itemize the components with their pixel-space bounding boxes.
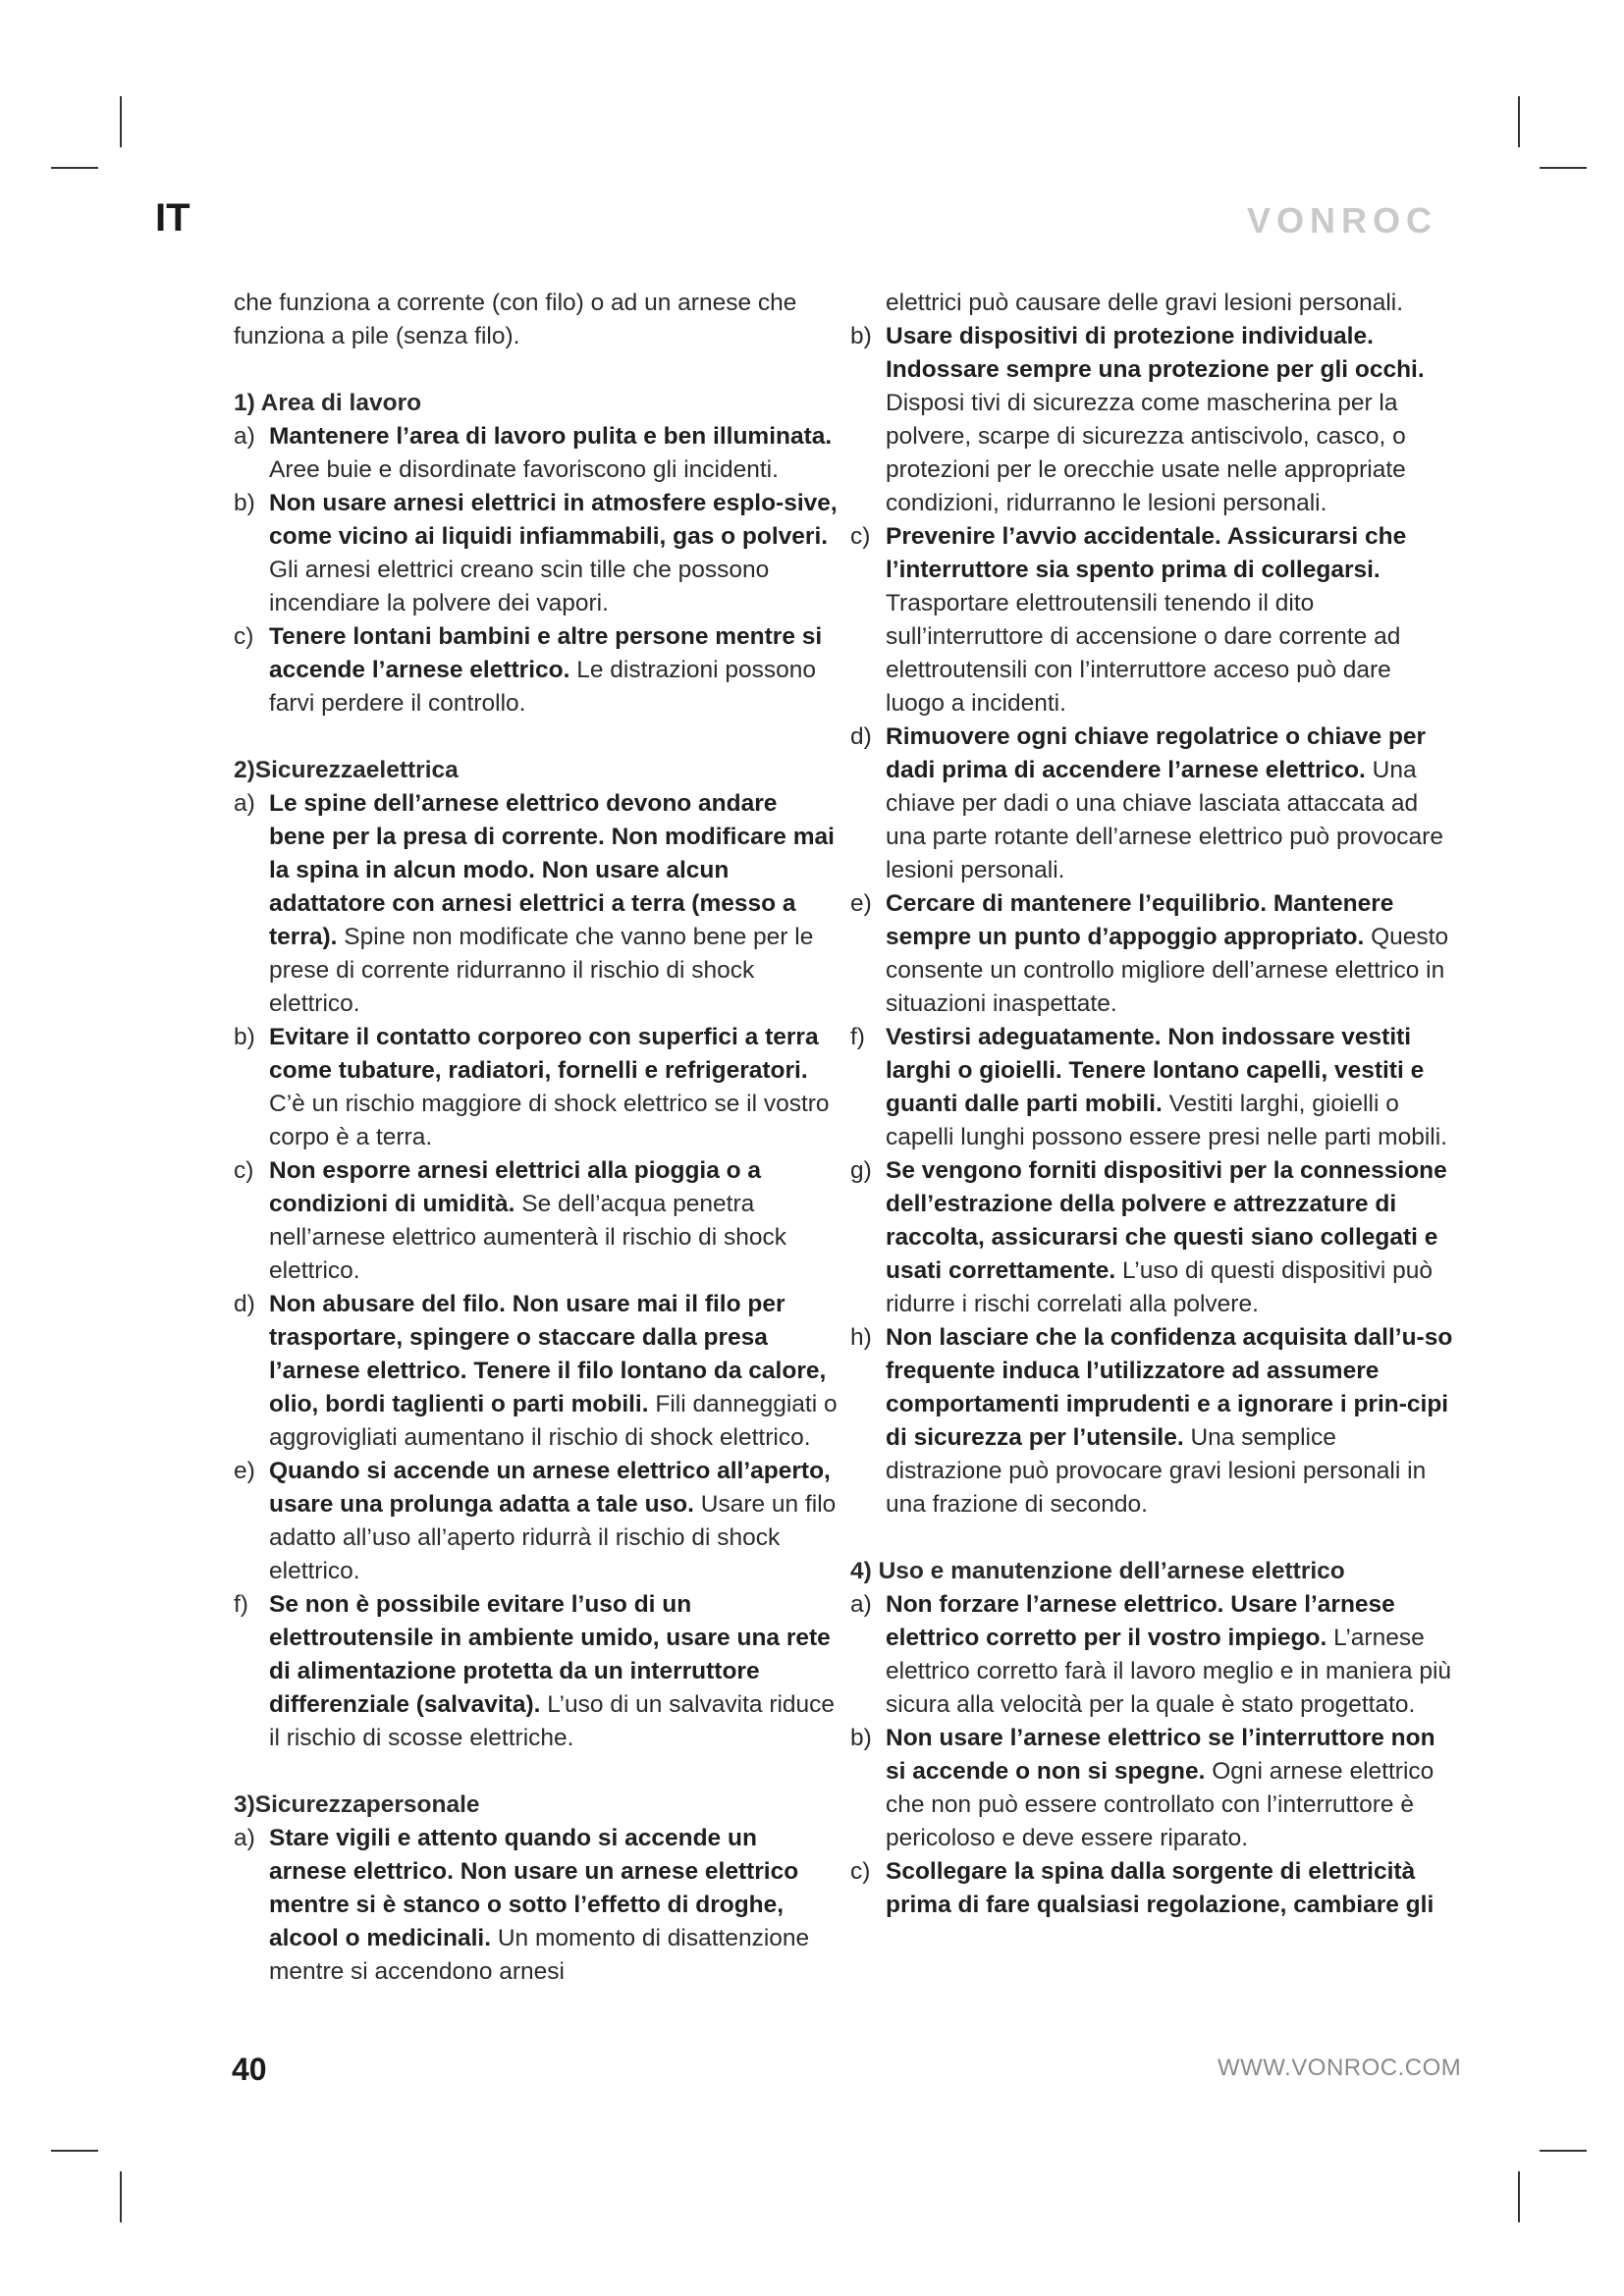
list-item: [234, 1455, 838, 1588]
list-item-continued: [850, 287, 1454, 320]
item-letter: f): [850, 1024, 865, 1050]
item-bold: Rimuovere ogni chiave regolatrice o chiave per dadi prima di accendere l’arnese elettrico.: [886, 723, 1427, 783]
page-number: 40: [232, 2052, 267, 2087]
item-text: Ogni arnese elettrico che non può essere controllato con l’interruttore è pericoloso e deve essere riparato.: [886, 1758, 1435, 1851]
crop-mark: [1518, 2171, 1520, 2222]
right-column: [850, 287, 1454, 1922]
item-text: Usare un filo adatto all’uso all’aperto ridurrà il rischio di shock elettrico.: [269, 1491, 837, 1584]
item-letter: c): [234, 1157, 254, 1184]
crop-mark: [51, 167, 98, 169]
item-letter: e): [850, 890, 872, 917]
item-letter: f): [234, 1591, 248, 1618]
item-bold: Non esporre arnesi elettrici alla pioggia o a condizioni di umidità.: [269, 1157, 762, 1217]
list-item: [850, 520, 1454, 721]
item-bold: Non forzare l’arnese elettrico. Usare l’arnese elettrico corretto per il vostro impiego.: [886, 1591, 1395, 1651]
item-bold: Le spine dell’arnese elettrico devono andare bene per la presa di corrente. Non modificare mai la spina in alcun modo. Non usare alcun adattatore con arnesi elettrici a terra (messo a terra).: [269, 790, 835, 950]
item-text: L’uso di questi dispositivi può ridurre i rischi correlati alla polvere.: [886, 1257, 1433, 1317]
item-letter: h): [850, 1324, 872, 1351]
list-item: [850, 1321, 1454, 1522]
item-bold: Non usare arnesi elettrici in atmosfere esplo-sive, come vicino ai liquidi infiammabili, gas o polveri.: [269, 490, 838, 550]
list-item: [850, 1154, 1454, 1321]
item-text: Le distrazioni possono farvi perdere il controllo.: [269, 657, 817, 717]
item-bold: Stare vigili e attento quando si accende un arnese elettrico. Non usare un arnese elettrico mentre si è stanco o sotto l’effetto di droghe, alcool o medicinali.: [269, 1825, 799, 1951]
list-item: [850, 1855, 1454, 1922]
crop-mark: [120, 96, 122, 147]
item-letter: b): [850, 1725, 872, 1751]
item-bold: Scollegare la spina dalla sorgente di elettricità prima di fare qualsiasi regolazione, cambiare gli: [886, 1858, 1435, 1918]
item-bold: Mantenere l’area di lavoro pulita e ben illuminata.: [269, 423, 833, 450]
crop-mark: [51, 2150, 98, 2152]
section-title: 3)Sicurezzapersonale: [234, 1791, 480, 1818]
list-item: [850, 1021, 1454, 1154]
item-letter: c): [850, 1858, 871, 1885]
item-bold: Cercare di mantenere l’equilibrio. Mantenere sempre un punto d’appoggio appropriato.: [886, 890, 1394, 950]
item-bold: Se vengono forniti dispositivi per la connessione dell’estrazione della polvere e attrezzature di raccolta, assicurarsi che questi siano collegati e usati correttamente.: [886, 1157, 1447, 1284]
item-bold: Non usare l’arnese elettrico se l’interruttore non si accende o non si spegne.: [886, 1725, 1435, 1785]
crop-mark: [1518, 96, 1520, 147]
crop-mark: [1540, 2150, 1587, 2152]
item-text: Trasportare elettroutensili tenendo il dito sull’interruttore di accensione o dare corrente ad elettroutensili con l’interruttore acceso può dare luogo a incidenti.: [886, 590, 1401, 717]
item-letter: e): [234, 1458, 255, 1484]
item-bold: Quando si accende un arnese elettrico all’aperto, usare una prolunga adatta a tale uso.: [269, 1458, 831, 1518]
item-text: Disposi tivi di sicurezza come mascherina per la polvere, scarpe di sicurezza antiscivolo, casco, o protezioni per le orecchie usate nelle appropriate condizioni, ridurranno le lesioni personali.: [886, 390, 1406, 516]
intro-paragraph: che funziona a corrente (con filo) o ad un arnese che funziona a pile (senza filo).: [234, 290, 797, 349]
item-letter: b): [234, 490, 255, 516]
brand-logo: VONROC: [1246, 200, 1437, 240]
list-item: [234, 487, 838, 620]
item-letter: g): [850, 1157, 872, 1184]
item-text: Aree buie e disordinate favoriscono gli incidenti.: [269, 456, 779, 483]
list-item: [850, 1588, 1454, 1722]
item-bold: Tenere lontani bambini e altre persone mentre si accende l’arnese elettrico.: [269, 623, 823, 683]
item-text: L’arnese elettrico corretto farà il lavoro meglio e in maniera più sicura alla velocità per la quale è stato progettato.: [886, 1625, 1452, 1718]
item-text: Gli arnesi elettrici creano scin tille che possono incendiare la polvere dei vapori.: [269, 557, 770, 616]
item-text: L’uso di un salvavita riduce il rischio di scosse elettriche.: [269, 1691, 836, 1751]
item-letter: b): [850, 323, 872, 349]
section-title: 4) Uso e manutenzione dell’arnese elettrico: [850, 1558, 1345, 1584]
crop-mark: [1540, 167, 1587, 169]
item-letter: b): [234, 1024, 255, 1050]
item-bold: Non abusare del filo. Non usare mai il filo per trasportare, spingere o staccare dalla presa l’arnese elettrico. Tenere il filo lontano da calore, olio, bordi taglienti o parti mobili.: [269, 1291, 827, 1417]
list-item: [234, 1288, 838, 1455]
item-text: Questo consente un controllo migliore dell’arnese elettrico in situazioni inaspettate.: [886, 924, 1449, 1017]
list-item: [850, 721, 1454, 887]
item-letter: a): [234, 423, 255, 450]
item-bold: Prevenire l’avvio accidentale. Assicurarsi che l’interruttore sia spento prima di collegarsi.: [886, 523, 1407, 583]
list-item: [850, 320, 1454, 520]
list-item: [850, 887, 1454, 1021]
crop-mark: [120, 2171, 122, 2222]
list-item: [234, 1822, 838, 1989]
item-bold: Se non è possibile evitare l’uso di un elettroutensile in ambiente umido, usare una rete di alimentazione protetta da un interruttore differenziale (salvavita).: [269, 1591, 831, 1718]
item-bold: Evitare il contatto corporeo con superfici a terra come tubature, radiatori, fornelli e refrigeratori.: [269, 1024, 819, 1084]
item-text: Una chiave per dadi o una chiave lasciata attaccata ad una parte rotante dell’arnese elettrico può provocare lesioni personali.: [886, 757, 1443, 883]
item-letter: d): [234, 1291, 255, 1317]
list-item: [234, 1021, 838, 1154]
item-bold: Usare dispositivi di protezione individuale. Indossare sempre una protezione per gli occhi.: [886, 323, 1425, 383]
item-text: Un momento di disattenzione mentre si accendono arnesi: [269, 1925, 810, 1985]
item-letter: a): [234, 790, 255, 817]
left-column: [234, 287, 838, 1989]
item-text: Vestiti larghi, gioielli o capelli lunghi possono essere presi nelle parti mobili.: [886, 1091, 1447, 1150]
list-item: [234, 1588, 838, 1755]
item-text: Una semplice distrazione può provocare gravi lesioni personali in una frazione di secondo.: [886, 1424, 1427, 1518]
list-item: [234, 1154, 838, 1288]
item-bold: Vestirsi adeguatamente. Non indossare vestiti larghi o gioielli. Tenere lontano capelli, vestiti e guanti dalle parti mobili.: [886, 1024, 1425, 1117]
list-item: [850, 1722, 1454, 1855]
item-text: Se dell’acqua penetra nell’arnese elettrico aumenterà il rischio di shock elettrico.: [269, 1191, 787, 1284]
list-item: [234, 620, 838, 721]
item-text: Spine non modificate che vanno bene per le prese di corrente ridurranno il rischio di shock elettrico.: [269, 924, 814, 1017]
list-item: [234, 787, 838, 1021]
language-code: IT: [155, 196, 190, 240]
item-letter: a): [234, 1825, 255, 1851]
item-letter: c): [234, 623, 254, 650]
item-bold: Non lasciare che la confidenza acquisita dall’u-so frequente induca l’utilizzatore ad assumere comportamenti imprudenti e a ignorare i prin-cipi di sicurezza per l’utensile.: [886, 1324, 1453, 1451]
item-text: Fili danneggiati o aggrovigliati aumentano il rischio di shock elettrico.: [269, 1391, 838, 1451]
item-text: elettrici può causare delle gravi lesioni personali.: [886, 290, 1404, 316]
item-letter: a): [850, 1591, 872, 1618]
item-text: C’è un rischio maggiore di shock elettrico se il vostro corpo è a terra.: [269, 1091, 830, 1150]
item-letter: c): [850, 523, 871, 550]
section-title: 1) Area di lavoro: [234, 390, 422, 416]
list-item: [234, 420, 838, 487]
website-url[interactable]: WWW.VONROC.COM: [1218, 2055, 1462, 2081]
item-letter: d): [850, 723, 872, 750]
section-title: 2)Sicurezzaelettrica: [234, 757, 459, 783]
